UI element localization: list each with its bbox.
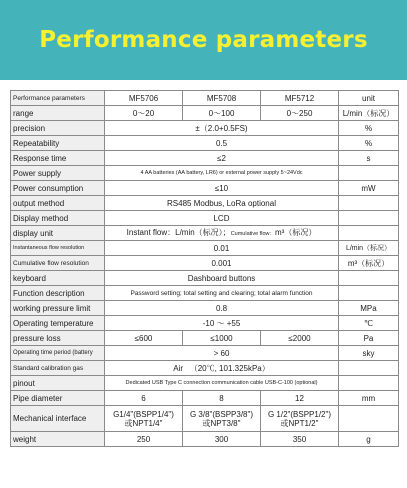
range-value: 0～20 [105,106,183,121]
mechanical-interface-value: G 1/2"(BSPP1/2") 或NPT1/2" [261,406,339,432]
row-pressure-loss [11,331,399,346]
row-unit [339,196,399,211]
display-unit-small: Cumulative flow： [230,230,276,237]
model-name: MF5706 [105,91,183,106]
row-unit: mW [339,181,399,196]
row-unit: ℃ [339,316,399,331]
row-unit [339,226,399,241]
row-repeatability [11,136,399,151]
row-unit: L/min（标况） [339,241,399,256]
weight-value: 250 [105,432,183,447]
row-label: working pressure limit [11,301,105,316]
pressure-loss-value: ≤2000 [261,331,339,346]
banner-title: Performance parameters [39,27,368,53]
row-power-supply [11,166,399,181]
row-operating-temperature [11,316,399,331]
row-value: 0.8 [105,301,339,316]
row-label: Pipe diameter [11,391,105,406]
row-power-consumption [11,181,399,196]
row-label: Mechanical interface [11,406,105,432]
row-label: output method [11,196,105,211]
row-display-method [11,211,399,226]
header-label: Performance parameters [11,91,105,106]
calibration-gas-condition: （20℃, 101.325kPa） [189,363,270,373]
row-label: Display method [11,211,105,226]
row-value: Password setting; total setting and clearing; total alarm function [105,286,339,301]
pipe-diameter-value: 6 [105,391,183,406]
row-precision [11,121,399,136]
row-unit: g [339,432,399,447]
row-value: ≤2 [105,151,339,166]
row-value: 0.5 [105,136,339,151]
row-cumulative-resolution [11,256,399,271]
header-row [11,91,399,106]
row-label: pinout [11,376,105,391]
row-unit [339,376,399,391]
row-value: Dashboard buttons [105,271,339,286]
range-value: 0～250 [261,106,339,121]
row-label: Repeatability [11,136,105,151]
row-label: Cumulative flow resolution [11,256,105,271]
row-value: -10 ～ +55 [105,316,339,331]
row-operating-time [11,346,399,361]
row-label: range [11,106,105,121]
row-response-time [11,151,399,166]
row-unit [339,211,399,226]
row-unit: L/min（标况） [339,106,399,121]
row-label: Operating temperature [11,316,105,331]
row-unit: m³（标况） [339,256,399,271]
mechanical-interface-value: G 3/8"(BSPP3/8") 或NPT3/8" [183,406,261,432]
row-unit: % [339,121,399,136]
weight-value: 350 [261,432,339,447]
row-calibration-gas [11,361,399,376]
row-value: 0.001 [105,256,339,271]
pipe-diameter-value: 8 [183,391,261,406]
row-value: ≤10 [105,181,339,196]
row-weight [11,432,399,447]
display-unit-tail: m³（标况） [275,227,317,237]
row-label: Operating time period (battery [11,346,105,361]
title-banner [0,0,407,80]
row-value: RS485 Modbus, LoRa optional [105,196,339,211]
row-display-unit [11,226,399,241]
row-pinout [11,376,399,391]
row-unit [339,361,399,376]
mechanical-interface-value: G1/4"(BSPP1/4") 或NPT1/4" [105,406,183,432]
row-value: 4 AA batteries (AA battery, LR6) or external power supply 5~24Vdc [105,166,339,181]
row-range [11,106,399,121]
row-value [105,226,339,241]
range-value: 0～100 [183,106,261,121]
weight-value: 300 [183,432,261,447]
model-name: MF5712 [261,91,339,106]
row-label: Response time [11,151,105,166]
row-label: pressure loss [11,331,105,346]
pressure-loss-value: ≤1000 [183,331,261,346]
row-label: Power supply [11,166,105,181]
row-unit: Pa [339,331,399,346]
row-mechanical-interface [11,406,399,432]
row-unit: MPa [339,301,399,316]
row-label: keyboard [11,271,105,286]
unit-header: unit [339,91,399,106]
row-function-description [11,286,399,301]
row-label: display unit [11,226,105,241]
row-label: Instantaneous flow resolution [11,241,105,256]
pipe-diameter-value: 12 [261,391,339,406]
row-label: precision [11,121,105,136]
row-unit: mm [339,391,399,406]
row-unit [339,271,399,286]
display-unit-main: Instant flow：L/min（标况）； [126,227,231,237]
row-keyboard [11,271,399,286]
row-unit [339,286,399,301]
calibration-gas-name: Air [173,363,184,373]
spec-table [10,90,399,447]
row-output-method [11,196,399,211]
row-label: Power consumption [11,181,105,196]
model-name: MF5708 [183,91,261,106]
row-value: > 60 [105,346,339,361]
row-value: Dedicated USB Type C connection communication cable USB-C-100 (optional) [105,376,339,391]
row-pipe-diameter [11,391,399,406]
pressure-loss-value: ≤600 [105,331,183,346]
row-unit: s [339,151,399,166]
row-label: weight [11,432,105,447]
row-label: Function description [11,286,105,301]
row-unit [339,166,399,181]
row-unit [339,406,399,432]
row-working-pressure [11,301,399,316]
row-value [105,361,339,376]
row-value: ±（2.0+0.5FS) [105,121,339,136]
row-unit: sky [339,346,399,361]
row-label: Standard calibration gas [11,361,105,376]
row-instant-resolution [11,241,399,256]
row-value: 0.01 [105,241,339,256]
row-unit: % [339,136,399,151]
row-value: LCD [105,211,339,226]
